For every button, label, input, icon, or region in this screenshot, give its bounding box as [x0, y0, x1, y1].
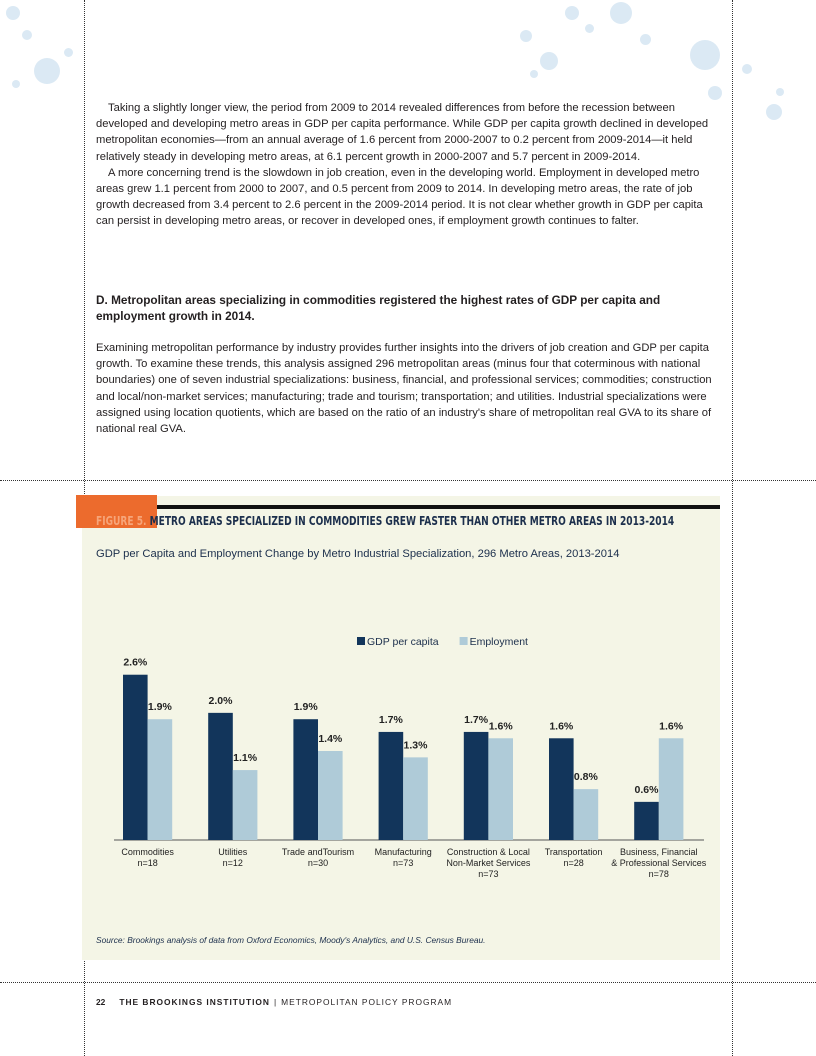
crop-mark-bottom — [0, 982, 816, 983]
bar-1-1 — [233, 770, 258, 840]
bar-0-3 — [379, 732, 404, 840]
data-label-1-6: 1.6% — [659, 720, 684, 733]
category-label-4-1: Non-Market Services — [446, 858, 531, 868]
paragraph-3: Examining metropolitan performance by industry provides further insights into the drivers of job creation and GDP per capita growth. To examine these trends, this analysis assigned 296 metropolitan areas (minus four that coterminous with national boundaries) one of seven industrial specializations: business, financial, and professional services; commodities; construction and local/non-market services; manufacturing; trade and tourism; transportation; and utilities. Industrial specializations were assigned using location quotients, which are based on the ratio of an industry's share of metropolitan real GVA to its share of national real GVA. — [96, 342, 712, 436]
bar-chart — [82, 560, 720, 930]
body-text-block — [96, 100, 718, 230]
footer-program: METROPOLITAN POLICY PROGRAM — [281, 997, 453, 1007]
category-label-5-1: n=28 — [563, 858, 584, 868]
bar-1-3 — [403, 757, 428, 840]
category-label-1-0: Utilities — [218, 847, 248, 857]
figure-rule — [157, 505, 720, 509]
bar-1-0 — [148, 719, 173, 840]
data-label-1-4: 1.6% — [488, 720, 513, 733]
data-label-1-5: 0.8% — [573, 771, 598, 784]
category-label-4-0: Construction & Local — [446, 847, 530, 857]
category-label-0-0: Commodities — [121, 847, 174, 857]
data-label-0-4: 1.7% — [464, 713, 489, 726]
category-label-6-0: Business, Financial — [620, 847, 698, 857]
category-label-2-0: Trade andTourism — [281, 847, 355, 857]
category-label-0-1: n=18 — [137, 858, 158, 868]
page-footer — [96, 997, 452, 1007]
data-label-0-1: 2.0% — [208, 694, 233, 707]
bar-1-4 — [488, 738, 513, 840]
data-label-0-3: 1.7% — [378, 713, 403, 726]
crop-mark-top — [0, 480, 816, 481]
bar-0-2 — [293, 719, 318, 840]
category-label-4-2: n=73 — [478, 869, 499, 879]
bar-0-4 — [464, 732, 489, 840]
footer-separator: | — [273, 997, 278, 1007]
category-label-3-1: n=73 — [393, 858, 414, 868]
bar-0-1 — [208, 713, 233, 840]
data-label-0-5: 1.6% — [549, 720, 574, 733]
data-label-1-1: 1.1% — [233, 752, 258, 765]
body-text-block-2 — [96, 340, 718, 437]
legend-swatch-1 — [460, 637, 468, 645]
section-heading: D. Metropolitan areas specializing in commodities registered the highest rates of GDP per capita and employment growth in 2014. — [96, 293, 661, 324]
data-label-1-3: 1.3% — [403, 739, 428, 752]
paragraph-1: Taking a slightly longer view, the period from 2009 to 2014 revealed differences from before the recession between developed and developing metro areas in GDP per capita performance. While GDP per capita growth declined in developed metropolitan economies—from an annual average of 1.6 percent from 2000-2007 to 0.2 percent from 2009-2014—it held relatively steady in developing metro areas, at 6.1 percent growth in 2000-2007 and 5.7 percent in 2009-2014. — [96, 102, 709, 163]
legend-label-0: GDP per capita — [367, 636, 439, 648]
category-label-6-2: n=78 — [648, 869, 669, 879]
figure-title — [96, 514, 694, 527]
legend-swatch-0 — [357, 637, 365, 645]
bar-0-6 — [634, 802, 659, 840]
page-number: 22 — [96, 997, 106, 1007]
bar-0-0 — [123, 675, 148, 840]
category-label-3-0: Manufacturing — [374, 847, 432, 857]
figure-title-text: METRO AREAS SPECIALIZED IN COMMODITIES GREW FASTER THAN OTHER METRO AREAS IN 2013-2014 — [149, 513, 675, 528]
crop-mark-right — [732, 0, 733, 1056]
footer-institution: THE BROOKINGS INSTITUTION — [119, 997, 270, 1007]
bar-1-2 — [318, 751, 343, 840]
legend-label-1: Employment — [469, 636, 528, 648]
bar-0-5 — [549, 738, 574, 840]
figure-source: Source: Brookings analysis of data from Oxford Economics, Moody's Analytics, and U.S. Census Bureau. — [96, 935, 486, 945]
data-label-1-0: 1.9% — [147, 701, 172, 714]
bar-1-5 — [574, 789, 599, 840]
data-label-0-6: 0.6% — [634, 783, 659, 796]
data-label-0-0: 2.6% — [123, 656, 148, 669]
figure-subtitle: GDP per Capita and Employment Change by Metro Industrial Specialization, 296 Metro Areas, 2013-2014 — [96, 548, 620, 560]
category-label-6-1: & Professional Services — [611, 858, 707, 868]
figure-label: FIGURE 5. — [96, 513, 147, 528]
category-label-5-0: Transportation — [544, 847, 603, 857]
category-label-2-1: n=30 — [307, 858, 329, 868]
data-label-0-2: 1.9% — [293, 701, 318, 714]
category-label-1-1: n=12 — [222, 858, 243, 868]
paragraph-2: A more concerning trend is the slowdown in job creation, even in the developing world. Employment in developed metro areas grew 1.1 percent from 2000 to 2007, and 0.5 percent from 2009 to 2014. In developing metro areas, the rate of job growth decreased from 3.4 percent to 2.6 percent in the 2009-2014 period. It is not clear whether growth in GDP per capita can persist in developing metro areas, or recover in developed ones, if employment growth continues to falter. — [96, 166, 703, 228]
bar-1-6 — [659, 738, 684, 840]
data-label-1-2: 1.4% — [318, 733, 343, 745]
